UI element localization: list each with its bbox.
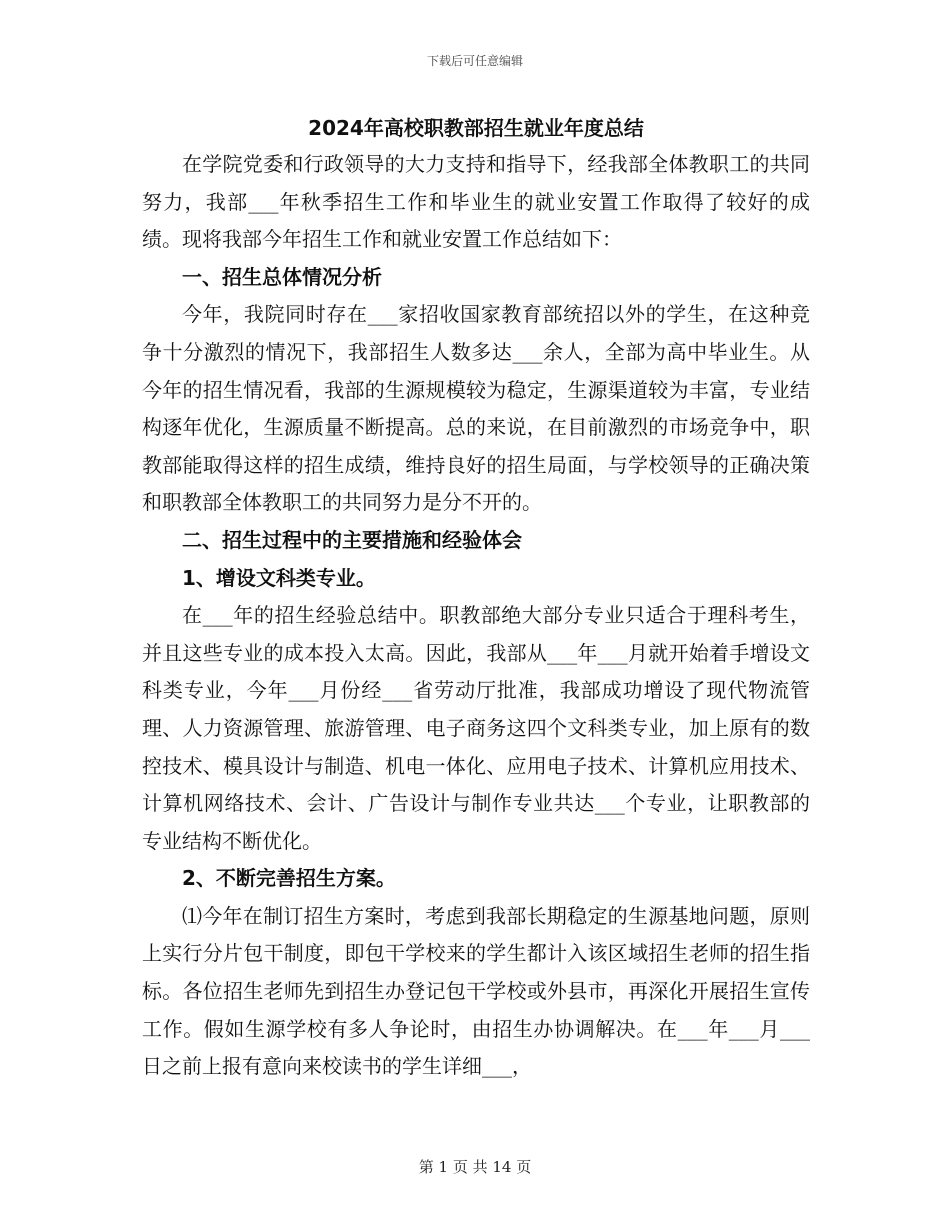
intro-paragraph: 在学院党委和行政领导的大力支持和指导下，经我部全体教职工的共同努力，我部___年秋季招生工作和毕业生的就业安置工作取得了较好的成绩。现将我部今年招生工作和就业安置工作总结如下： [142, 152, 810, 252]
document-title: 2024年高校职教部招生就业年度总结 [308, 116, 644, 140]
subsection-1-paragraph: 在___年的招生经验总结中。职教部绝大部分专业只适合于理科考生，并且这些专业的成本投入太高。因此，我部从___年___月就开始着手增设文科类专业，今年___月份经___省劳动厅批准，我部成功增设了现代物流管理、人力资源管理、旅游管理、电子商务这四个文科类专业，加上原有的数控技术、模具设计与制造、机电一体化、应用电子技术、计算机应用技术、计算机网络技术、会计、广告设计与制作专业共达___个专业，让职教部的专业结构不断优化。 [142, 603, 810, 853]
section-2-heading: 二、招生过程中的主要措施和经验体会 [182, 527, 522, 552]
section-1-heading: 一、招生总体情况分析 [182, 264, 382, 289]
subsection-1-heading: 1、增设文科类专业。 [182, 565, 376, 590]
subsection-2-paragraph: ⑴今年在制订招生方案时，考虑到我部长期稳定的生源基地问题，原则上实行分片包干制度，即包干学校来的学生都计入该区域招生老师的招生指标。各位招生老师先到招生办登记包干学校或外县市，再深化开展招生宣传工作。假如生源学校有多人争论时，由招生办协调解决。在___年___月___日之前上报有意向来校读书的学生详细___， [142, 903, 810, 1079]
document-body [142, 110, 810, 1086]
subsection-2-heading: 2、不断完善招生方案。 [182, 866, 396, 891]
section-1-paragraph: 今年，我院同时存在___家招收国家教育部统招以外的学生，在这种竞争十分激烈的情况下，我部招生人数多达___余人，全部为高中毕业生。从今年的招生情况看，我部的生源规模较为稳定，生源渠道较为丰富，专业结构逐年优化，生源质量不断提高。总的来说，在目前激烈的市场竞争中，职教部能取得这样的招生成绩，维持良好的招生局面，与学校领导的正确决策和职教部全体教职工的共同努力是分不开的。 [142, 302, 810, 515]
header-note: 下载后可任意编辑 [426, 54, 523, 68]
page-number-footer: 第 1 页 共 14 页 [418, 1158, 532, 1176]
